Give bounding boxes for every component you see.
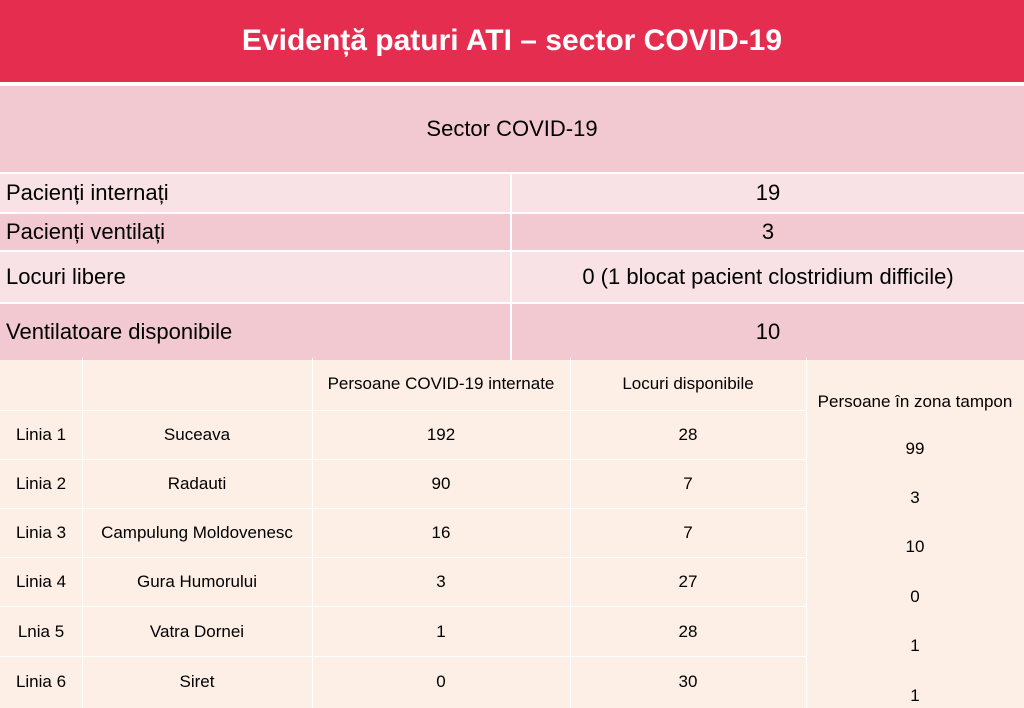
stat-label: Locuri libere <box>0 252 512 302</box>
row-divider <box>0 508 806 509</box>
stat-row-internati <box>0 172 1024 212</box>
header-locuri-disponibile: Locuri disponibile <box>622 374 754 393</box>
page-title: Evidență paturi ATI – sector COVID-19 <box>0 0 1024 82</box>
row-divider <box>0 410 806 411</box>
locuri-value: 27 <box>678 572 698 591</box>
line-label: Lnia 5 <box>17 622 65 641</box>
row-divider <box>0 656 806 657</box>
city-name: Siret <box>179 672 215 691</box>
row-divider <box>0 459 806 460</box>
stat-label: Ventilatoare disponibile <box>0 304 512 360</box>
stat-value: 19 <box>755 180 781 205</box>
stat-row-ventilati <box>0 212 1024 250</box>
tampon-value: 1 <box>910 686 920 705</box>
line-label: Linia 3 <box>15 523 67 542</box>
city-name: Vatra Dornei <box>149 622 245 641</box>
locuri-value: 28 <box>678 425 698 444</box>
internate-value: 16 <box>431 523 451 542</box>
locuri-value: 30 <box>678 672 698 691</box>
stat-row-ventilatoare <box>0 302 1024 360</box>
city-name: Radauti <box>167 474 227 493</box>
tampon-value: 0 <box>910 587 920 606</box>
city-name: Gura Humorului <box>137 572 257 591</box>
line-label: Linia 6 <box>15 672 67 691</box>
locuri-value: 7 <box>683 474 693 493</box>
internate-value: 0 <box>436 672 446 691</box>
tampon-value: 10 <box>905 537 925 556</box>
stat-row-locuri-libere <box>0 250 1024 302</box>
stat-value: 0 (1 blocat pacient clostridium difficile) <box>582 264 954 289</box>
lines-table <box>0 358 1024 708</box>
stat-value: 10 <box>755 319 781 344</box>
stat-label: Pacienți internați <box>0 174 512 212</box>
sector-title: Sector COVID-19 <box>0 82 1024 172</box>
tampon-value: 3 <box>910 488 920 507</box>
row-divider <box>0 557 806 558</box>
city-name: Suceava <box>163 425 231 444</box>
locuri-value: 28 <box>678 622 698 641</box>
stat-value: 3 <box>761 219 775 244</box>
internate-value: 192 <box>426 425 456 444</box>
row-divider <box>0 606 806 607</box>
city-name: Campulung Moldovenesc <box>101 523 293 542</box>
tampon-value: 1 <box>910 636 920 655</box>
sector-summary-table <box>0 82 1024 360</box>
tampon-value: 99 <box>905 439 925 458</box>
internate-value: 1 <box>436 622 446 641</box>
header-persoane-internate: Persoane COVID-19 internate <box>327 374 555 393</box>
line-label: Linia 1 <box>15 425 67 444</box>
stat-label: Pacienți ventilați <box>0 214 512 250</box>
internate-value: 3 <box>436 572 446 591</box>
line-label: Linia 2 <box>15 474 67 493</box>
line-label: Linia 4 <box>15 572 67 591</box>
locuri-value: 7 <box>683 523 693 542</box>
header-zona-tampon: Persoane în zona tampon <box>817 392 1013 411</box>
internate-value: 90 <box>431 474 451 493</box>
